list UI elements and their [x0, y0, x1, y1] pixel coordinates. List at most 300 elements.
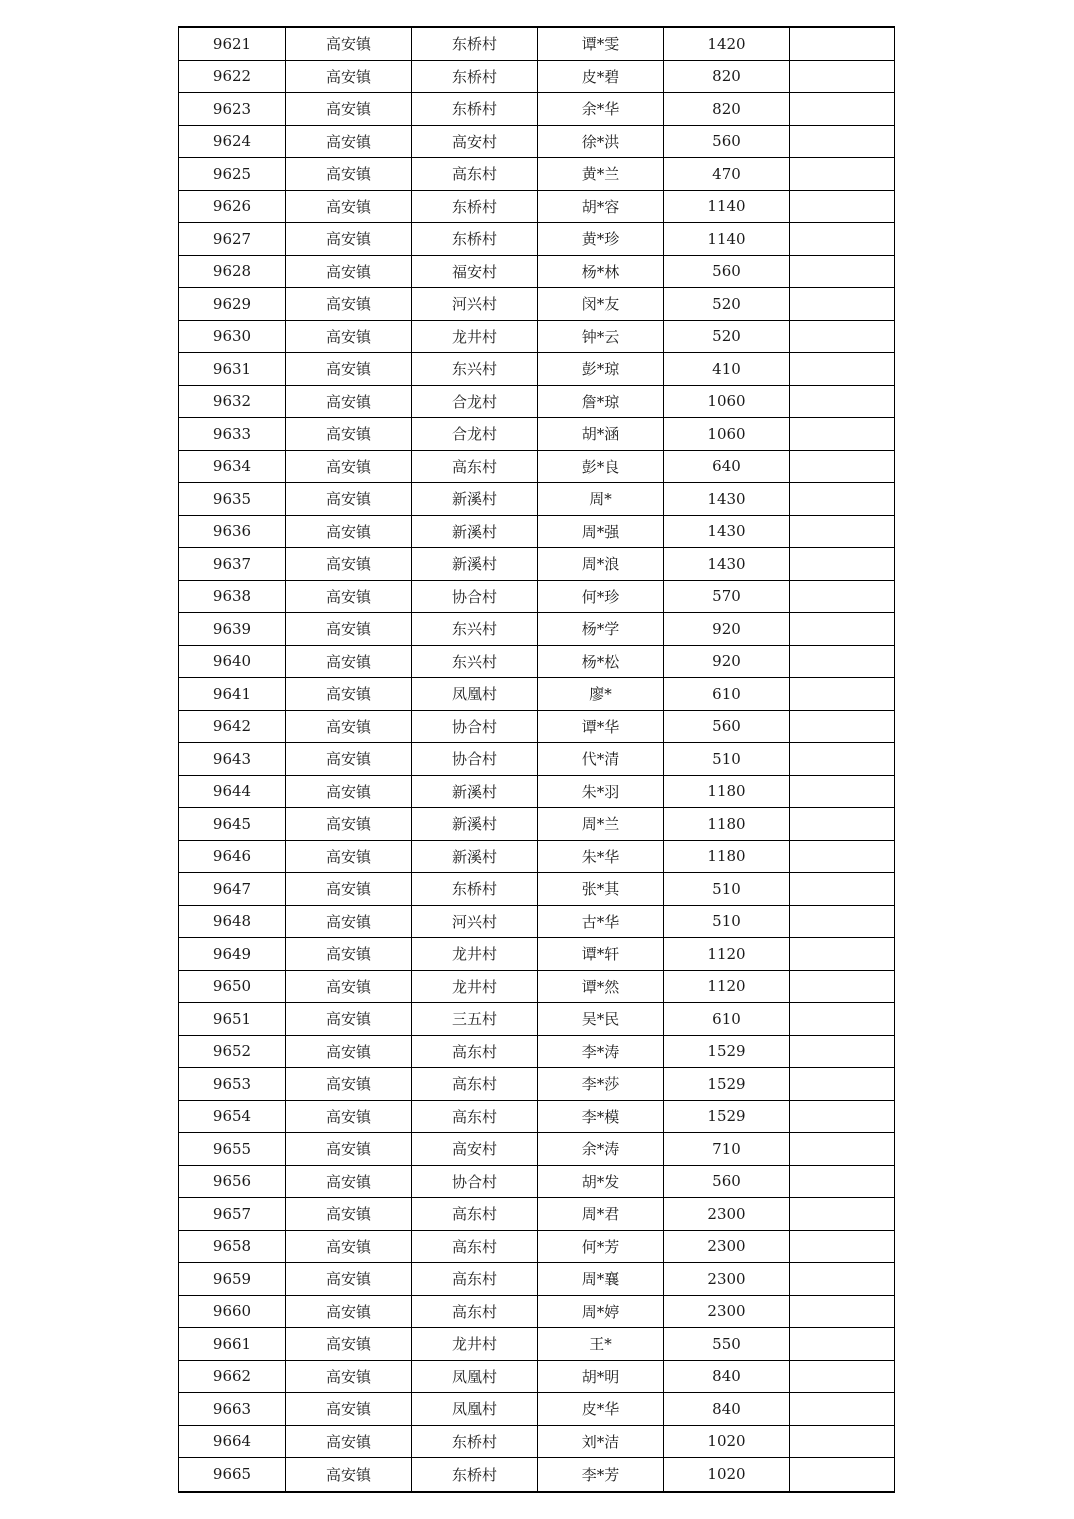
cell-note — [789, 1361, 895, 1393]
cell-amount: 920 — [663, 613, 789, 645]
cell-amount: 510 — [663, 743, 789, 775]
cell-town: 高安镇 — [285, 873, 411, 905]
table-row — [178, 1068, 895, 1101]
cell-name: 朱*华 — [537, 841, 663, 873]
cell-serial-number: 9631 — [178, 353, 285, 385]
cell-village: 三五村 — [411, 1003, 537, 1035]
cell-village: 凤凰村 — [411, 1393, 537, 1425]
cell-serial-number: 9658 — [178, 1231, 285, 1263]
cell-note — [789, 516, 895, 548]
table-row — [178, 1328, 895, 1361]
cell-town: 高安镇 — [285, 126, 411, 158]
cell-serial-number: 9633 — [178, 418, 285, 450]
cell-amount: 1529 — [663, 1068, 789, 1100]
cell-serial-number: 9637 — [178, 548, 285, 580]
cell-town: 高安镇 — [285, 1296, 411, 1328]
cell-serial-number: 9663 — [178, 1393, 285, 1425]
cell-village: 高东村 — [411, 1036, 537, 1068]
table-row — [178, 1101, 895, 1134]
cell-village: 东兴村 — [411, 613, 537, 645]
cell-name: 李*芳 — [537, 1458, 663, 1491]
cell-village: 合龙村 — [411, 386, 537, 418]
cell-village: 协合村 — [411, 711, 537, 743]
cell-town: 高安镇 — [285, 256, 411, 288]
cell-village: 东桥村 — [411, 873, 537, 905]
table-row — [178, 418, 895, 451]
cell-serial-number: 9641 — [178, 678, 285, 710]
cell-town: 高安镇 — [285, 743, 411, 775]
cell-amount: 560 — [663, 711, 789, 743]
cell-note — [789, 353, 895, 385]
cell-amount: 840 — [663, 1393, 789, 1425]
cell-amount: 520 — [663, 321, 789, 353]
cell-town: 高安镇 — [285, 28, 411, 60]
data-table — [178, 26, 895, 1493]
cell-note — [789, 223, 895, 255]
cell-amount: 470 — [663, 158, 789, 190]
cell-name: 黄*兰 — [537, 158, 663, 190]
cell-amount: 820 — [663, 61, 789, 93]
table-row — [178, 288, 895, 321]
cell-note — [789, 126, 895, 158]
cell-village: 东桥村 — [411, 28, 537, 60]
table-row — [178, 873, 895, 906]
cell-serial-number: 9621 — [178, 28, 285, 60]
cell-name: 李*莎 — [537, 1068, 663, 1100]
cell-note — [789, 288, 895, 320]
cell-amount: 1420 — [663, 28, 789, 60]
cell-amount: 2300 — [663, 1198, 789, 1230]
cell-amount: 1120 — [663, 971, 789, 1003]
cell-note — [789, 971, 895, 1003]
cell-name: 谭*华 — [537, 711, 663, 743]
cell-amount: 1529 — [663, 1036, 789, 1068]
cell-note — [789, 776, 895, 808]
cell-village: 新溪村 — [411, 776, 537, 808]
cell-note — [789, 581, 895, 613]
table-row — [178, 906, 895, 939]
cell-name: 闵*友 — [537, 288, 663, 320]
table-row — [178, 126, 895, 159]
cell-village: 东桥村 — [411, 223, 537, 255]
cell-village: 新溪村 — [411, 841, 537, 873]
cell-amount: 1020 — [663, 1458, 789, 1491]
cell-amount: 1529 — [663, 1101, 789, 1133]
cell-village: 龙井村 — [411, 1328, 537, 1360]
cell-note — [789, 1231, 895, 1263]
cell-village: 高东村 — [411, 1101, 537, 1133]
cell-name: 谭*然 — [537, 971, 663, 1003]
cell-note — [789, 1198, 895, 1230]
cell-town: 高安镇 — [285, 841, 411, 873]
cell-serial-number: 9627 — [178, 223, 285, 255]
cell-town: 高安镇 — [285, 1231, 411, 1263]
table-row — [178, 1263, 895, 1296]
cell-name: 胡*发 — [537, 1166, 663, 1198]
cell-name: 黄*珍 — [537, 223, 663, 255]
cell-town: 高安镇 — [285, 678, 411, 710]
cell-name: 吴*民 — [537, 1003, 663, 1035]
cell-town: 高安镇 — [285, 1036, 411, 1068]
cell-serial-number: 9651 — [178, 1003, 285, 1035]
cell-town: 高安镇 — [285, 191, 411, 223]
cell-amount: 510 — [663, 873, 789, 905]
cell-note — [789, 191, 895, 223]
cell-serial-number: 9622 — [178, 61, 285, 93]
cell-amount: 510 — [663, 906, 789, 938]
cell-note — [789, 711, 895, 743]
table-row — [178, 321, 895, 354]
cell-serial-number: 9626 — [178, 191, 285, 223]
cell-town: 高安镇 — [285, 158, 411, 190]
cell-town: 高安镇 — [285, 971, 411, 1003]
cell-name: 周*兰 — [537, 808, 663, 840]
cell-name: 周* — [537, 483, 663, 515]
cell-village: 龙井村 — [411, 938, 537, 970]
cell-note — [789, 93, 895, 125]
cell-note — [789, 256, 895, 288]
cell-serial-number: 9664 — [178, 1426, 285, 1458]
cell-village: 河兴村 — [411, 288, 537, 320]
cell-note — [789, 678, 895, 710]
table-row — [178, 646, 895, 679]
cell-amount: 1060 — [663, 386, 789, 418]
cell-town: 高安镇 — [285, 938, 411, 970]
table-row — [178, 223, 895, 256]
cell-name: 周*襄 — [537, 1263, 663, 1295]
cell-town: 高安镇 — [285, 1458, 411, 1491]
cell-amount: 550 — [663, 1328, 789, 1360]
cell-serial-number: 9654 — [178, 1101, 285, 1133]
table-row — [178, 1393, 895, 1426]
cell-serial-number: 9665 — [178, 1458, 285, 1491]
cell-amount: 840 — [663, 1361, 789, 1393]
cell-note — [789, 1036, 895, 1068]
cell-name: 皮*碧 — [537, 61, 663, 93]
cell-town: 高安镇 — [285, 451, 411, 483]
cell-village: 新溪村 — [411, 808, 537, 840]
cell-serial-number: 9655 — [178, 1133, 285, 1165]
cell-serial-number: 9643 — [178, 743, 285, 775]
cell-village: 合龙村 — [411, 418, 537, 450]
cell-name: 刘*洁 — [537, 1426, 663, 1458]
cell-town: 高安镇 — [285, 1068, 411, 1100]
cell-note — [789, 1393, 895, 1425]
cell-town: 高安镇 — [285, 613, 411, 645]
cell-town: 高安镇 — [285, 808, 411, 840]
cell-village: 东桥村 — [411, 1458, 537, 1491]
cell-name: 何*珍 — [537, 581, 663, 613]
cell-serial-number: 9638 — [178, 581, 285, 613]
cell-name: 何*芳 — [537, 1231, 663, 1263]
cell-serial-number: 9630 — [178, 321, 285, 353]
cell-village: 协合村 — [411, 1166, 537, 1198]
table-row — [178, 1361, 895, 1394]
cell-serial-number: 9628 — [178, 256, 285, 288]
cell-name: 张*其 — [537, 873, 663, 905]
cell-village: 新溪村 — [411, 548, 537, 580]
cell-note — [789, 1068, 895, 1100]
cell-amount: 1140 — [663, 223, 789, 255]
table-row — [178, 191, 895, 224]
table-row — [178, 776, 895, 809]
cell-town: 高安镇 — [285, 1198, 411, 1230]
cell-note — [789, 841, 895, 873]
cell-amount: 1120 — [663, 938, 789, 970]
cell-town: 高安镇 — [285, 223, 411, 255]
cell-name: 胡*涵 — [537, 418, 663, 450]
cell-serial-number: 9625 — [178, 158, 285, 190]
table-row — [178, 678, 895, 711]
cell-name: 王* — [537, 1328, 663, 1360]
cell-name: 廖* — [537, 678, 663, 710]
cell-amount: 1180 — [663, 808, 789, 840]
cell-name: 余*涛 — [537, 1133, 663, 1165]
cell-serial-number: 9645 — [178, 808, 285, 840]
cell-name: 余*华 — [537, 93, 663, 125]
cell-note — [789, 1003, 895, 1035]
cell-town: 高安镇 — [285, 1328, 411, 1360]
cell-note — [789, 158, 895, 190]
cell-village: 河兴村 — [411, 906, 537, 938]
cell-serial-number: 9634 — [178, 451, 285, 483]
table-row — [178, 353, 895, 386]
cell-name: 杨*学 — [537, 613, 663, 645]
cell-village: 协合村 — [411, 743, 537, 775]
cell-amount: 1180 — [663, 841, 789, 873]
cell-village: 高安村 — [411, 1133, 537, 1165]
table-row — [178, 548, 895, 581]
cell-town: 高安镇 — [285, 1263, 411, 1295]
table-row — [178, 711, 895, 744]
cell-amount: 520 — [663, 288, 789, 320]
cell-name: 胡*容 — [537, 191, 663, 223]
cell-note — [789, 386, 895, 418]
cell-amount: 560 — [663, 126, 789, 158]
cell-note — [789, 418, 895, 450]
cell-serial-number: 9649 — [178, 938, 285, 970]
cell-note — [789, 28, 895, 60]
cell-amount: 820 — [663, 93, 789, 125]
cell-serial-number: 9662 — [178, 1361, 285, 1393]
cell-serial-number: 9624 — [178, 126, 285, 158]
cell-town: 高安镇 — [285, 548, 411, 580]
cell-amount: 560 — [663, 1166, 789, 1198]
cell-town: 高安镇 — [285, 711, 411, 743]
cell-town: 高安镇 — [285, 1426, 411, 1458]
cell-town: 高安镇 — [285, 321, 411, 353]
cell-village: 高东村 — [411, 158, 537, 190]
cell-serial-number: 9652 — [178, 1036, 285, 1068]
cell-village: 高东村 — [411, 1296, 537, 1328]
cell-village: 东兴村 — [411, 353, 537, 385]
cell-serial-number: 9660 — [178, 1296, 285, 1328]
cell-name: 胡*明 — [537, 1361, 663, 1393]
cell-village: 东桥村 — [411, 191, 537, 223]
table-row — [178, 938, 895, 971]
cell-note — [789, 808, 895, 840]
cell-village: 高东村 — [411, 1198, 537, 1230]
table-row — [178, 808, 895, 841]
table-row — [178, 1426, 895, 1459]
cell-amount: 1020 — [663, 1426, 789, 1458]
cell-name: 彭*琼 — [537, 353, 663, 385]
cell-amount: 1140 — [663, 191, 789, 223]
cell-amount: 640 — [663, 451, 789, 483]
cell-village: 东桥村 — [411, 1426, 537, 1458]
table-row — [178, 256, 895, 289]
cell-village: 高安村 — [411, 126, 537, 158]
cell-town: 高安镇 — [285, 581, 411, 613]
cell-amount: 570 — [663, 581, 789, 613]
cell-note — [789, 548, 895, 580]
table-row — [178, 1133, 895, 1166]
table-row — [178, 451, 895, 484]
cell-amount: 610 — [663, 1003, 789, 1035]
cell-name: 彭*良 — [537, 451, 663, 483]
cell-note — [789, 906, 895, 938]
cell-town: 高安镇 — [285, 776, 411, 808]
cell-town: 高安镇 — [285, 1166, 411, 1198]
cell-village: 高东村 — [411, 1263, 537, 1295]
cell-serial-number: 9656 — [178, 1166, 285, 1198]
cell-note — [789, 938, 895, 970]
cell-amount: 2300 — [663, 1231, 789, 1263]
cell-village: 协合村 — [411, 581, 537, 613]
cell-name: 钟*云 — [537, 321, 663, 353]
cell-amount: 410 — [663, 353, 789, 385]
cell-amount: 710 — [663, 1133, 789, 1165]
cell-name: 谭*雯 — [537, 28, 663, 60]
cell-village: 高东村 — [411, 1231, 537, 1263]
cell-note — [789, 1296, 895, 1328]
table-row — [178, 1036, 895, 1069]
table-row — [178, 613, 895, 646]
cell-serial-number: 9635 — [178, 483, 285, 515]
cell-note — [789, 61, 895, 93]
cell-town: 高安镇 — [285, 288, 411, 320]
cell-note — [789, 1101, 895, 1133]
cell-town: 高安镇 — [285, 1393, 411, 1425]
cell-town: 高安镇 — [285, 353, 411, 385]
table-row — [178, 1296, 895, 1329]
cell-amount: 560 — [663, 256, 789, 288]
cell-note — [789, 1166, 895, 1198]
cell-serial-number: 9642 — [178, 711, 285, 743]
cell-village: 龙井村 — [411, 321, 537, 353]
cell-town: 高安镇 — [285, 418, 411, 450]
cell-note — [789, 873, 895, 905]
cell-village: 新溪村 — [411, 483, 537, 515]
cell-name: 谭*轩 — [537, 938, 663, 970]
table-row — [178, 1166, 895, 1199]
cell-note — [789, 1328, 895, 1360]
cell-serial-number: 9659 — [178, 1263, 285, 1295]
cell-serial-number: 9629 — [178, 288, 285, 320]
cell-name: 周*强 — [537, 516, 663, 548]
cell-note — [789, 321, 895, 353]
table-row — [178, 93, 895, 126]
cell-name: 杨*林 — [537, 256, 663, 288]
cell-town: 高安镇 — [285, 1361, 411, 1393]
cell-note — [789, 1426, 895, 1458]
cell-serial-number: 9640 — [178, 646, 285, 678]
cell-amount: 2300 — [663, 1296, 789, 1328]
cell-serial-number: 9661 — [178, 1328, 285, 1360]
cell-town: 高安镇 — [285, 906, 411, 938]
table-row — [178, 386, 895, 419]
cell-village: 东兴村 — [411, 646, 537, 678]
table-row — [178, 28, 895, 61]
cell-name: 徐*洪 — [537, 126, 663, 158]
cell-village: 高东村 — [411, 451, 537, 483]
cell-village: 凤凰村 — [411, 1361, 537, 1393]
cell-name: 代*清 — [537, 743, 663, 775]
cell-amount: 1430 — [663, 516, 789, 548]
cell-town: 高安镇 — [285, 516, 411, 548]
table-row — [178, 1231, 895, 1264]
cell-amount: 1430 — [663, 548, 789, 580]
cell-name: 古*华 — [537, 906, 663, 938]
cell-serial-number: 9657 — [178, 1198, 285, 1230]
cell-note — [789, 743, 895, 775]
cell-amount: 610 — [663, 678, 789, 710]
table-row — [178, 1003, 895, 1036]
cell-amount: 2300 — [663, 1263, 789, 1295]
cell-name: 朱*羽 — [537, 776, 663, 808]
table-row — [178, 1198, 895, 1231]
cell-serial-number: 9647 — [178, 873, 285, 905]
cell-town: 高安镇 — [285, 386, 411, 418]
cell-serial-number: 9653 — [178, 1068, 285, 1100]
cell-name: 詹*琼 — [537, 386, 663, 418]
table-row — [178, 158, 895, 191]
cell-amount: 1060 — [663, 418, 789, 450]
cell-note — [789, 451, 895, 483]
cell-town: 高安镇 — [285, 1133, 411, 1165]
cell-note — [789, 483, 895, 515]
cell-town: 高安镇 — [285, 483, 411, 515]
table-row — [178, 516, 895, 549]
cell-name: 李*模 — [537, 1101, 663, 1133]
cell-serial-number: 9636 — [178, 516, 285, 548]
cell-town: 高安镇 — [285, 1101, 411, 1133]
table-row — [178, 483, 895, 516]
table-row — [178, 971, 895, 1004]
table-row — [178, 1458, 895, 1491]
cell-serial-number: 9650 — [178, 971, 285, 1003]
cell-amount: 920 — [663, 646, 789, 678]
cell-village: 东桥村 — [411, 93, 537, 125]
table-row — [178, 743, 895, 776]
cell-serial-number: 9639 — [178, 613, 285, 645]
cell-serial-number: 9648 — [178, 906, 285, 938]
cell-name: 周*君 — [537, 1198, 663, 1230]
table-row — [178, 61, 895, 94]
cell-note — [789, 646, 895, 678]
cell-village: 凤凰村 — [411, 678, 537, 710]
cell-name: 周*浪 — [537, 548, 663, 580]
cell-note — [789, 1133, 895, 1165]
cell-village: 高东村 — [411, 1068, 537, 1100]
cell-serial-number: 9623 — [178, 93, 285, 125]
cell-note — [789, 1263, 895, 1295]
cell-village: 东桥村 — [411, 61, 537, 93]
cell-town: 高安镇 — [285, 61, 411, 93]
cell-note — [789, 613, 895, 645]
cell-note — [789, 1458, 895, 1491]
cell-name: 皮*华 — [537, 1393, 663, 1425]
